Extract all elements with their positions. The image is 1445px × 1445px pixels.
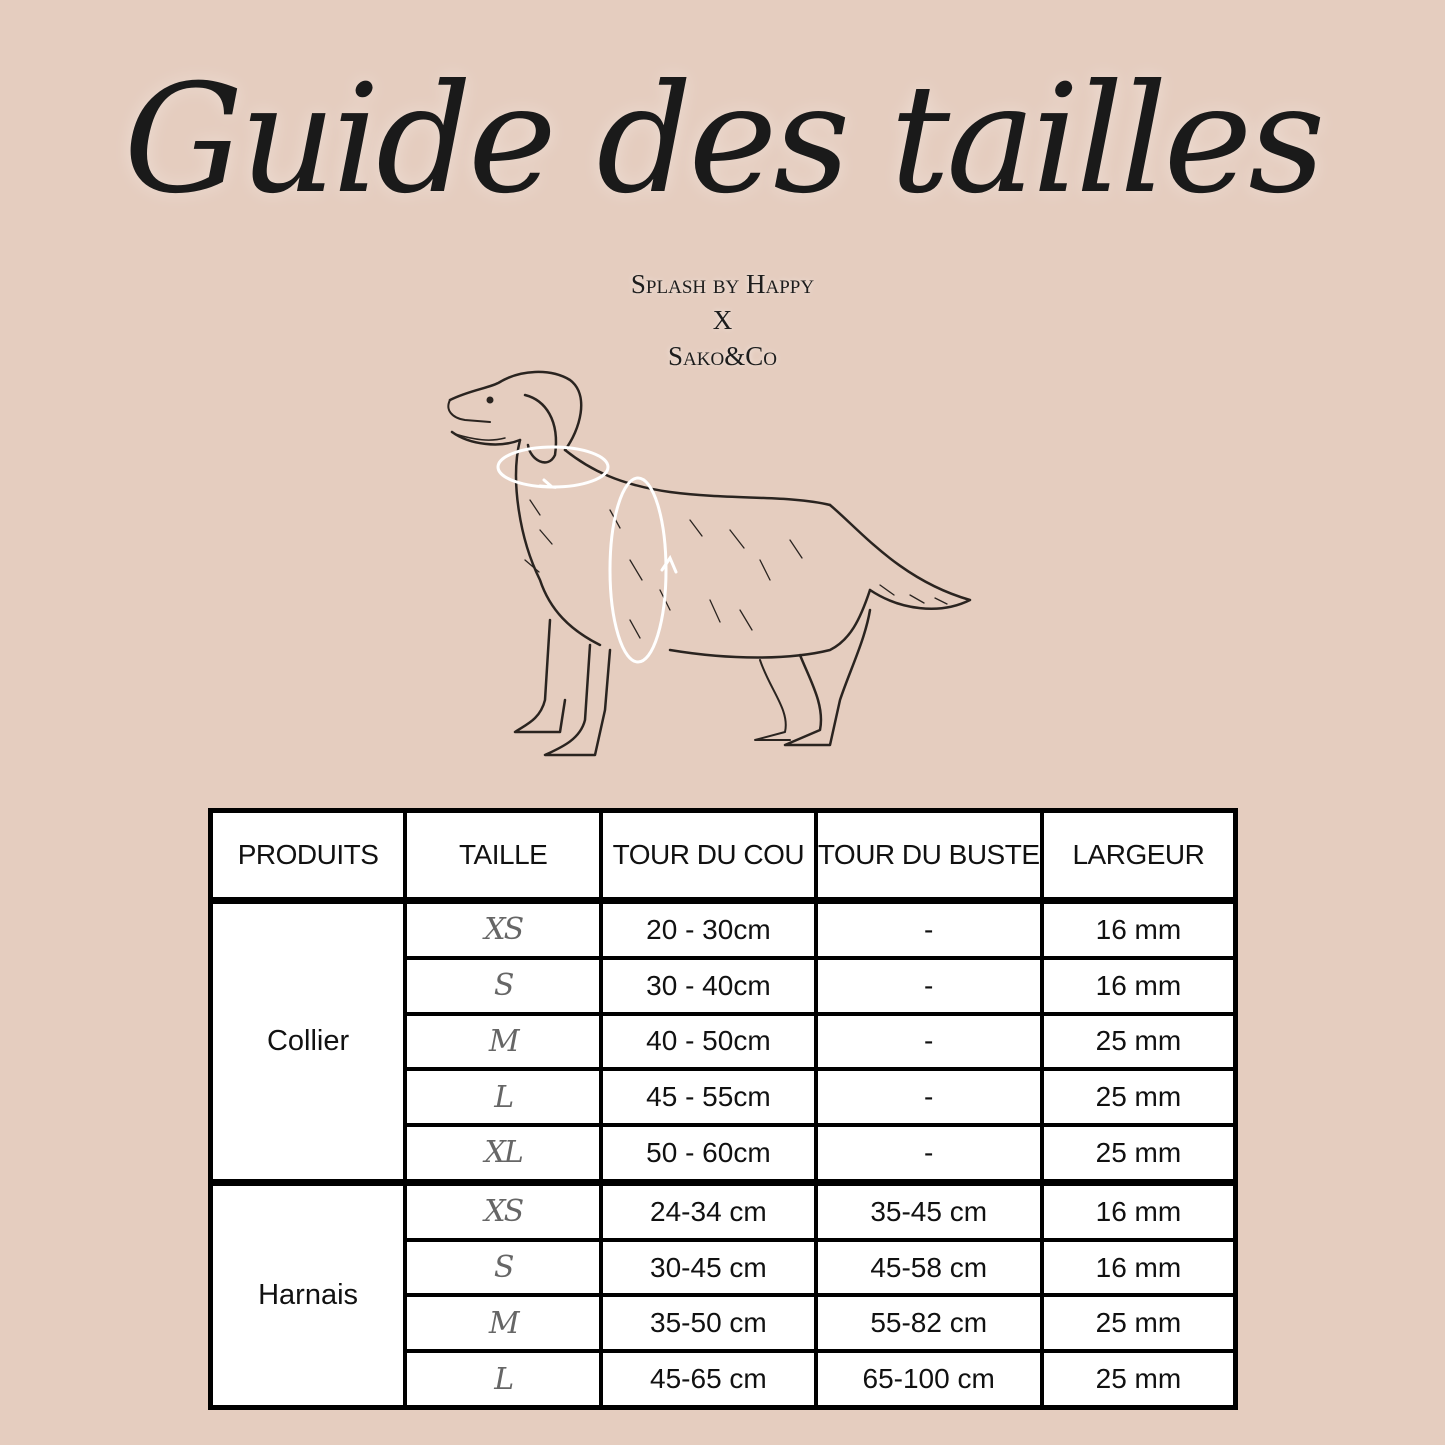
size-cell: M [405,1014,601,1070]
header-largeur: LARGEUR [1042,811,1235,899]
width-cell: 25 mm [1042,1351,1235,1407]
header-produits: PRODUITS [211,811,405,899]
chest-cell: - [816,1069,1042,1125]
width-cell: 25 mm [1042,1014,1235,1070]
chest-cell: - [816,1014,1042,1070]
size-cell: XS [405,899,601,958]
chest-cell: - [816,1125,1042,1181]
neck-cell: 20 - 30cm [601,899,815,958]
neck-cell: 24-34 cm [601,1181,815,1240]
neck-cell: 30 - 40cm [601,958,815,1014]
header-tour-du-cou: TOUR DU COU [601,811,815,899]
neck-cell: 40 - 50cm [601,1014,815,1070]
chest-cell: - [816,958,1042,1014]
collab-credit [0,266,1445,374]
neck-cell: 35-50 cm [601,1295,815,1351]
size-cell: XS [405,1181,601,1240]
width-cell: 25 mm [1042,1069,1235,1125]
product-cell: Harnais [211,1181,405,1407]
brand-sako: Sako&Co [668,341,777,371]
neck-cell: 45-65 cm [601,1351,815,1407]
chest-cell: 65-100 cm [816,1351,1042,1407]
size-cell: XL [405,1125,601,1181]
chest-cell: - [816,899,1042,958]
brand-splash: Splash by Happy [630,269,815,299]
width-cell: 16 mm [1042,1181,1235,1240]
chest-cell: 55-82 cm [816,1295,1042,1351]
size-cell: L [405,1069,601,1125]
width-cell: 16 mm [1042,958,1235,1014]
size-cell: L [405,1351,601,1407]
neck-cell: 30-45 cm [601,1240,815,1296]
table-row [211,1181,1235,1240]
collab-separator: X [712,305,733,335]
size-cell: S [405,1240,601,1296]
table-header-row [211,811,1235,899]
product-cell: Collier [211,899,405,1181]
page-title: Guide des tailles [123,53,1322,227]
chest-cell: 35-45 cm [816,1181,1042,1240]
width-cell: 25 mm [1042,1295,1235,1351]
header-taille: TAILLE [405,811,601,899]
neck-cell: 50 - 60cm [601,1125,815,1181]
size-cell: S [405,958,601,1014]
size-cell: M [405,1295,601,1351]
dog-illustration [430,360,990,780]
neck-cell: 45 - 55cm [601,1069,815,1125]
size-table [208,808,1238,1410]
width-cell: 16 mm [1042,899,1235,958]
header-tour-du-buste: TOUR DU BUSTE [816,811,1042,899]
table-row [211,899,1235,958]
chest-cell: 45-58 cm [816,1240,1042,1296]
width-cell: 16 mm [1042,1240,1235,1296]
width-cell: 25 mm [1042,1125,1235,1181]
